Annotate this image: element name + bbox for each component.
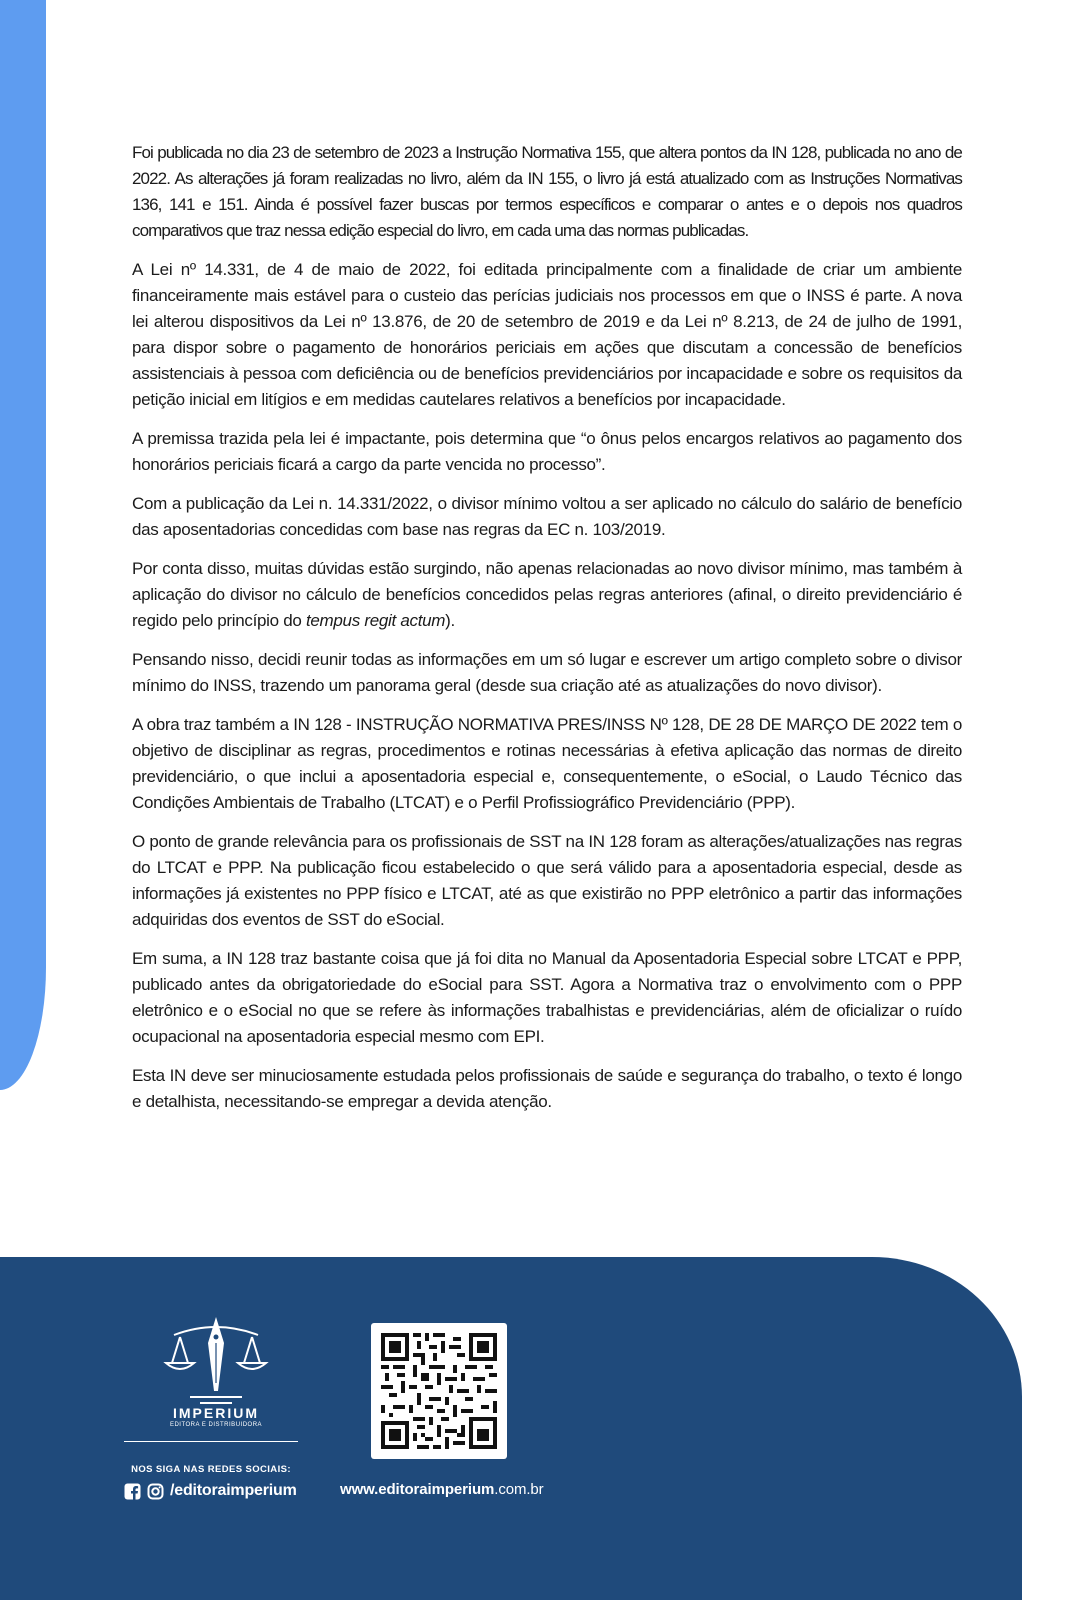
latin-phrase: tempus regit actum	[305, 611, 446, 630]
website-tld: .com.br	[494, 1481, 544, 1498]
body-text	[132, 140, 962, 1128]
left-accent-band	[0, 0, 46, 1090]
qr-code[interactable]	[371, 1323, 507, 1459]
paragraph-5-text: Por conta disso, muitas dúvidas estão surgindo, não apenas relacionadas ao novo divisor mínimo, mas também à aplicação do divisor no cálculo de benefícios concedidos pelas regras anteriores (afinal, o direito previdenciário é regido pelo princípio do	[132, 559, 962, 630]
footer-panel	[0, 1257, 1022, 1600]
paragraph-6: Pensando nisso, decidi reunir todas as informações em um só lugar e escrever um artigo completo sobre o divisor mínimo do INSS, trazendo um panorama geral (desde sua criação até as atualizações do novo divisor).	[132, 650, 962, 695]
follow-label: NOS SIGA NAS REDES SOCIAIS:	[131, 1464, 291, 1475]
paragraph-1: Foi publicada no dia 23 de setembro de 2023 a Instrução Normativa 155, que altera pontos da IN 128, publicada no ano de 2022. As alterações já foram realizadas no livro, além da IN 155, o livro já está atualizado com as Instruções Normativas 136, 141 e 151. Ainda é possível fazer buscas por termos específicos e comparar o antes e o depois nos quadros comparativos que traz nessa edição especial do livro, em cada uma das normas publicadas.	[132, 143, 962, 240]
paragraph-2: A Lei nº 14.331, de 4 de maio de 2022, foi editada principalmente com a finalidade de criar um ambiente financeiramente mais estável para o custeio das perícias judiciais nos processos em que o INSS é parte. A nova lei alterou dispositivos da Lei nº 13.876, de 20 de setembro de 2019 e da Lei nº 8.213, de 24 de julho de 1991, para dispor sobre o pagamento de honorários periciais em ações que discutam a concessão de benefícios assistenciais à pessoa com deficiência ou de benefícios previdenciários por incapacidade e sobre os requisitos da petição inicial em litígios e em medidas cautelares relativos a benefícios por incapacidade.	[132, 260, 962, 409]
paragraph-3: A premissa trazida pela lei é impactante, pois determina que “o ônus pelos encargos relativos ao pagamento dos honorários periciais ficará a cargo da parte vencida no processo”.	[132, 429, 962, 474]
paragraph-10: Esta IN deve ser minuciosamente estudada pelos profissionais de saúde e segurança do trabalho, o texto é longo e detalhista, necessitando-se empregar a devida atenção.	[132, 1066, 962, 1111]
footer-divider	[124, 1441, 298, 1442]
brand-name: IMPERIUM	[173, 1405, 259, 1421]
brand-subtitle: EDITORA E DISTRIBUIDORA	[169, 1422, 263, 1428]
paragraph-7: A obra traz também a IN 128 - INSTRUÇÃO NORMATIVA PRES/INSS Nº 128, DE 28 DE MARÇO DE 2022 tem o objetivo de disciplinar as regras, procedimentos e rotinas necessárias à efetiva aplicação das normas de direito previdenciário, o que inclui a aposentadoria especial e, consequentemente, o eSocial, o Laudo Técnico das Condições Ambientais de Trabalho (LTCAT) e o Perfil Profissiográfico Previdenciário (PPP).	[132, 715, 962, 812]
qr-code-pattern	[381, 1333, 497, 1449]
paragraph-8: O ponto de grande relevância para os profissionais de SST na IN 128 foram as alterações/atualizações nas regras do LTCAT e PPP. Na publicação ficou estabelecido o que será válido para a aposentadoria especial, desde as informações já existentes no PPP físico e LTCAT, até as que existirão no PPP eletrônico a partir das informações adquiridas dos eventos de SST do eSocial.	[132, 832, 962, 929]
instagram-icon[interactable]	[147, 1483, 164, 1500]
paragraph-9: Em suma, a IN 128 traz bastante coisa que já foi dita no Manual da Aposentadoria Especial sobre LTCAT e PPP, publicado antes da obrigatoriedade do eSocial para SST. Agora a Normativa traz o envolvimento com o PPP eletrônico e o eSocial no que se refere às informações trabalhistas e previdenciárias, além de oficializar o ruído ocupacional na aposentadoria especial mesmo com EPI.	[132, 949, 962, 1046]
paragraph-4: Com a publicação da Lei n. 14.331/2022, o divisor mínimo voltou a ser aplicado no cálculo do salário de benefício das aposentadorias concedidas com base nas regras da EC n. 103/2019.	[132, 494, 962, 539]
social-handle[interactable]: /editoraimperium	[170, 1482, 297, 1499]
footer-right-margin	[1022, 1257, 1087, 1600]
paragraph-5	[132, 556, 962, 634]
website-domain: www.editoraimperium	[340, 1481, 495, 1498]
social-row	[124, 1480, 297, 1502]
facebook-icon[interactable]	[124, 1483, 141, 1500]
website-link[interactable]	[340, 1481, 544, 1498]
paragraph-5-end: ).	[445, 611, 455, 630]
